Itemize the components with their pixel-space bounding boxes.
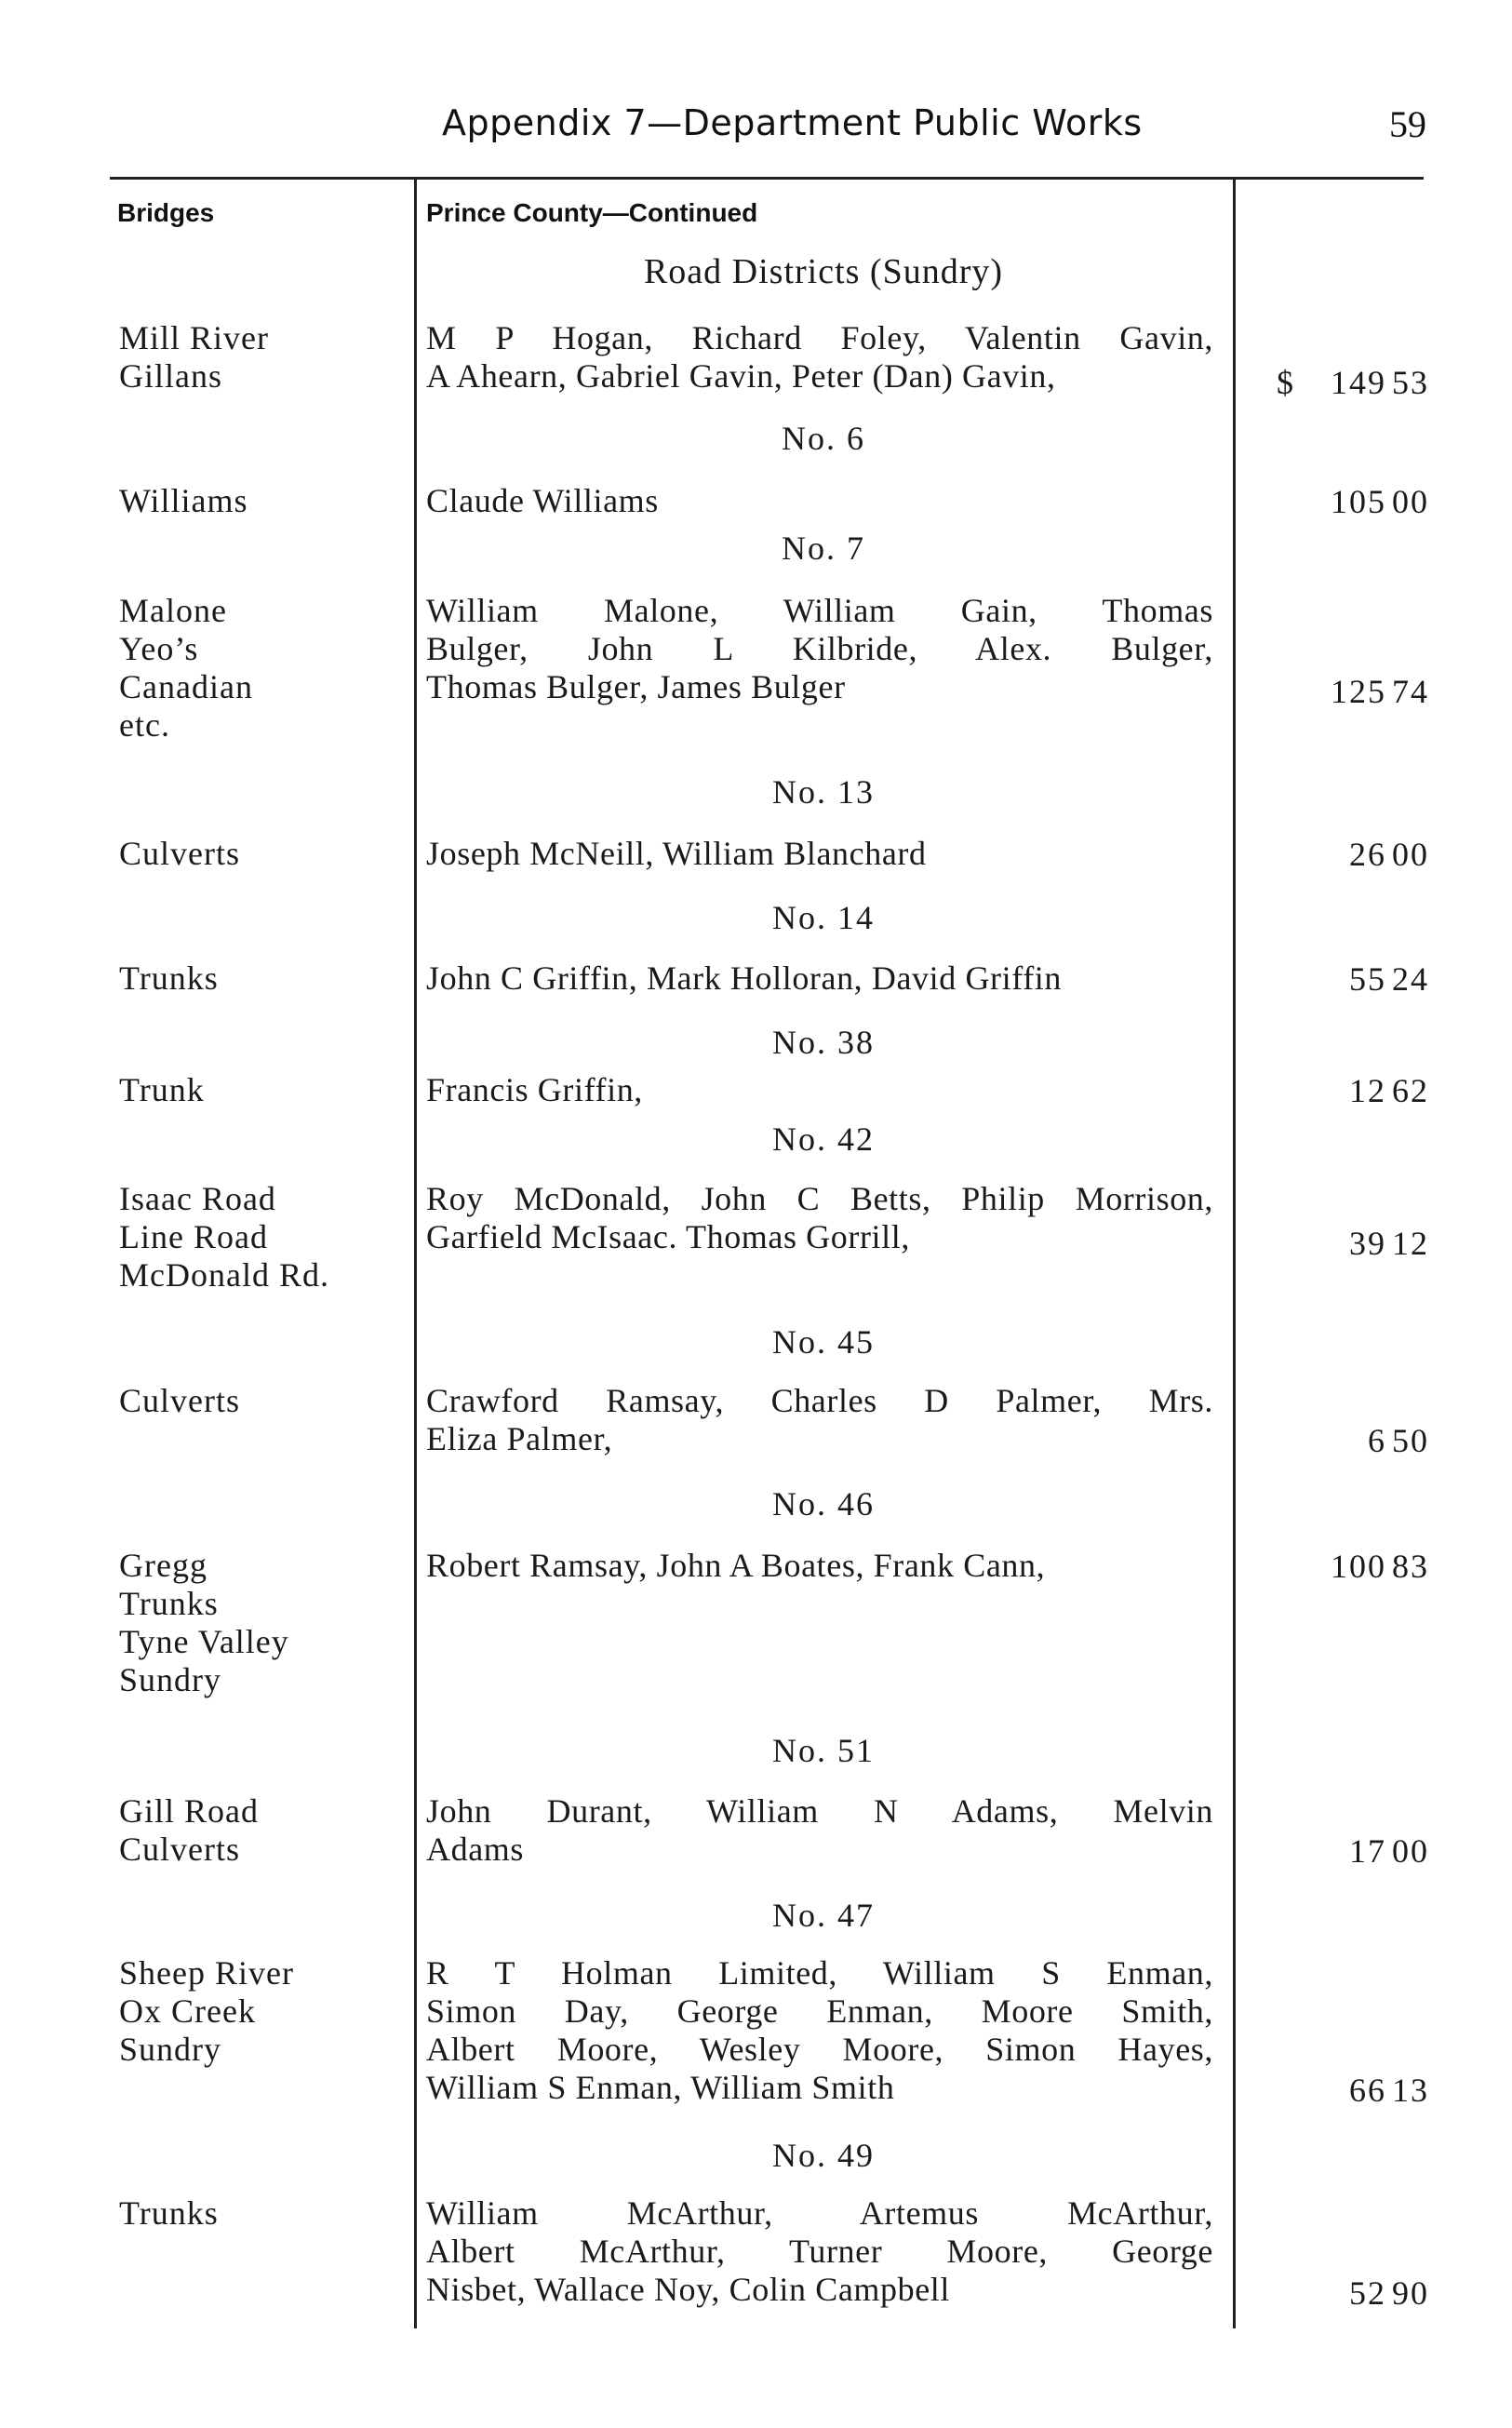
amount-dollars: 52 (1349, 2274, 1386, 2312)
payee-line: Albert Moore, Wesley Moore, Simon Hayes, (426, 2031, 1213, 2068)
bridge-names (119, 1954, 408, 2069)
district-number: No. 38 (772, 1024, 875, 1061)
bridge-name: Sundry (119, 2031, 222, 2068)
bridge-name: Ox Creek (119, 1992, 256, 2030)
amount-dollars: 100 (1331, 1548, 1386, 1585)
amount (1247, 363, 1429, 402)
payee-line: M P Hogan, Richard Foley, Valentin Gavin, (426, 319, 1213, 356)
amount (1247, 1547, 1429, 1586)
payee-line: William Malone, William Gain, Thomas (426, 592, 1213, 629)
payee-line: R T Holman Limited, William S Enman, (426, 1954, 1213, 1992)
bridge-name: Gillans (119, 357, 222, 395)
bridge-name: Williams (119, 482, 248, 519)
amount-dollars: 26 (1349, 836, 1386, 873)
payee-names (426, 592, 1213, 706)
column-header-bridges: Bridges (117, 198, 215, 227)
amount (1247, 1224, 1429, 1263)
bridge-name: Culverts (119, 835, 240, 872)
payee-line: Eliza Palmer, (426, 1420, 613, 1457)
district-number: No. 14 (772, 899, 875, 936)
payee-line: Garfield McIsaac. Thomas Gorrill, (426, 1218, 910, 1255)
payee-names (426, 1792, 1213, 1869)
amount-dollars: 125 (1331, 673, 1386, 710)
payee-line: Francis Griffin, (426, 1071, 643, 1108)
amount-cents: 50 (1392, 1422, 1429, 1459)
bridge-name: Trunks (119, 959, 219, 997)
amount-cents: 83 (1392, 1548, 1429, 1585)
bridge-name: Malone (119, 592, 227, 629)
amount-cents: 00 (1392, 1832, 1429, 1870)
bridge-names (119, 1792, 408, 1869)
district-number: No. 46 (772, 1485, 875, 1523)
amount (1247, 2071, 1429, 2110)
payee-line: Roy McDonald, John C Betts, Philip Morrison, (426, 1180, 1213, 1217)
payee-line: Thomas Bulger, James Bulger (426, 668, 846, 705)
bridge-names (119, 959, 408, 998)
payee-line: John Durant, William N Adams, Melvin (426, 1792, 1213, 1830)
bridge-name: McDonald Rd. (119, 1256, 329, 1294)
bridge-name: Trunk (119, 1071, 205, 1108)
district-number: No. 45 (772, 1323, 875, 1361)
payee-line: Bulger, John L Kilbride, Alex. Bulger, (426, 630, 1213, 667)
bridge-names (119, 1382, 408, 1420)
bridge-names (119, 592, 408, 744)
amount (1247, 2274, 1429, 2313)
payee-line: Joseph McNeill, William Blanchard (426, 835, 927, 872)
amount-dollars: 6 (1368, 1422, 1386, 1459)
payee-names (426, 482, 1213, 520)
bridge-names (119, 1071, 408, 1109)
amount-dollars: 105 (1331, 483, 1386, 520)
amount-dollars: 12 (1349, 1072, 1386, 1109)
payee-names (426, 835, 1213, 873)
bridge-names (119, 1547, 408, 1699)
amount (1247, 1831, 1429, 1871)
bridge-names (119, 482, 408, 520)
bridge-names (119, 2194, 408, 2233)
bridge-name: Canadian (119, 668, 253, 705)
amount-cents: 62 (1392, 1072, 1429, 1109)
payee-line: Claude Williams (426, 482, 659, 519)
bridge-name: Culverts (119, 1831, 240, 1868)
district-number: No. 49 (772, 2137, 875, 2174)
payee-names (426, 1547, 1213, 1585)
payee-names (426, 1180, 1213, 1256)
amount-dollars: 55 (1349, 960, 1386, 998)
amount (1247, 1071, 1429, 1110)
bridge-names (119, 1180, 408, 1294)
bridge-name: Mill River (119, 319, 269, 356)
page-number: 59 (1389, 103, 1426, 145)
bridge-name: Culverts (119, 1382, 240, 1419)
column-header-county: Prince County—Continued (426, 198, 758, 227)
amount-cents: 53 (1392, 364, 1429, 401)
amount (1247, 835, 1429, 874)
bridge-name: Sheep River (119, 1954, 294, 1992)
page-header-title: Appendix 7—Department Public Works (442, 102, 1143, 143)
payee-line: William S Enman, William Smith (426, 2069, 895, 2106)
section-title: Road Districts (Sundry) (643, 252, 1004, 291)
district-number: No. 6 (782, 420, 865, 457)
payee-names (426, 1071, 1213, 1109)
currency-symbol: $ (1277, 364, 1293, 401)
amount-cents: 74 (1392, 673, 1429, 710)
payee-line: Albert McArthur, Turner Moore, George (426, 2233, 1213, 2270)
payee-names (426, 1382, 1213, 1458)
payee-names (426, 959, 1213, 998)
payee-line: Crawford Ramsay, Charles D Palmer, Mrs. (426, 1382, 1213, 1419)
bridge-name: Line Road (119, 1218, 268, 1255)
payee-names (426, 1954, 1213, 2107)
amount-dollars: 66 (1349, 2072, 1386, 2109)
bridge-name: Tyne Valley (119, 1623, 289, 1660)
bridge-name: Trunks (119, 2194, 219, 2232)
bridge-name: Sundry (119, 1661, 222, 1698)
amount-cents: 24 (1392, 960, 1429, 998)
amount-cents: 13 (1392, 2072, 1429, 2109)
amount-dollars: 149 (1331, 364, 1386, 401)
amount-dollars: 17 (1349, 1832, 1386, 1870)
payee-names (426, 2194, 1213, 2309)
payee-line: Robert Ramsay, John A Boates, Frank Cann, (426, 1547, 1046, 1584)
bridge-name: Gregg (119, 1547, 207, 1584)
bridge-name: Isaac Road (119, 1180, 276, 1217)
payee-names (426, 319, 1213, 396)
bridge-name: Trunks (119, 1585, 219, 1622)
payee-line: John C Griffin, Mark Holloran, David Griffin (426, 959, 1062, 997)
payee-line: A Ahearn, Gabriel Gavin, Peter (Dan) Gavin, (426, 357, 1056, 395)
payee-line: Nisbet, Wallace Noy, Colin Campbell (426, 2271, 951, 2308)
payee-line: Adams (426, 1831, 524, 1868)
district-number: No. 47 (772, 1897, 875, 1934)
bridge-name: Yeo’s (119, 630, 199, 667)
district-number: No. 42 (772, 1120, 875, 1158)
amount-cents: 00 (1392, 483, 1429, 520)
payee-line: Simon Day, George Enman, Moore Smith, (426, 1992, 1213, 2030)
bridge-name: etc. (119, 706, 170, 744)
bridge-names (119, 319, 408, 396)
bridge-names (119, 835, 408, 873)
district-number: No. 51 (772, 1732, 875, 1769)
amount (1247, 959, 1429, 999)
amount (1247, 672, 1429, 711)
bridge-name: Gill Road (119, 1792, 259, 1830)
amount (1247, 1421, 1429, 1460)
amount (1247, 482, 1429, 521)
amount-cents: 00 (1392, 836, 1429, 873)
district-number: No. 13 (772, 773, 875, 811)
payee-line: William McArthur, Artemus McArthur, (426, 2194, 1213, 2232)
amount-cents: 12 (1392, 1225, 1429, 1262)
district-number: No. 7 (782, 530, 865, 567)
amount-cents: 90 (1392, 2274, 1429, 2312)
amount-dollars: 39 (1349, 1225, 1386, 1262)
